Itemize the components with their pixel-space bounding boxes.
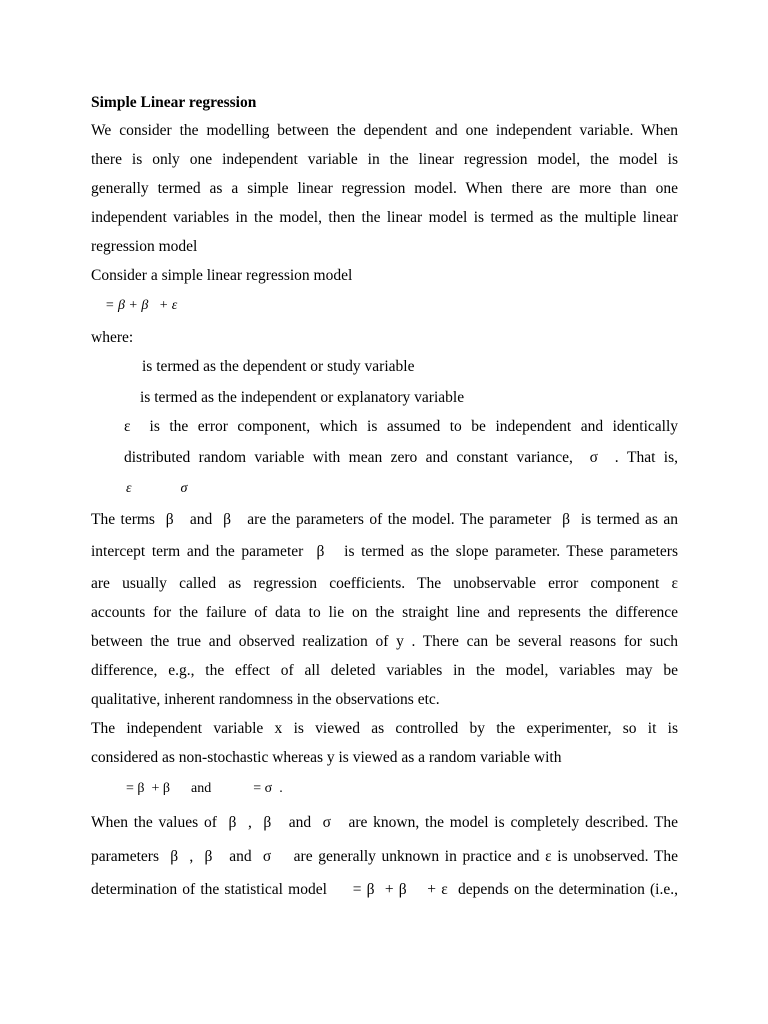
paragraph-line: independent variables in the model, then the linear model is termed as the multiple linear — [91, 209, 678, 226]
definition-error-line: ε is the error component, which is assumed to be independent and identically — [124, 418, 678, 435]
paragraph-line: accounts for the failure of data to lie on the straight line and represents the difference — [91, 604, 678, 621]
paragraph-line: Consider a simple linear regression model — [91, 267, 353, 284]
definition-dependent: is termed as the dependent or study variable — [142, 358, 415, 375]
paragraph-line: there is only one independent variable in the linear regression model, the model is — [91, 151, 678, 168]
paragraph-line: intercept term and the parameter β is termed as the slope parameter. These parameters — [91, 543, 678, 560]
definition-independent: is termed as the independent or explanatory variable — [140, 389, 465, 406]
section-heading: Simple Linear regression — [91, 94, 257, 111]
expectation-variance-equation: = β + β and = σ . — [126, 781, 283, 796]
paragraph-line: determination of the statistical model = β + β + ε depends on the determination (i.e., — [91, 881, 678, 898]
paragraph-line: When the values of β , β and σ are known, the model is completely described. The — [91, 814, 678, 831]
paragraph-line: The independent variable x is viewed as controlled by the experimenter, so it is — [91, 720, 678, 737]
definition-error-line: distributed random variable with mean zero and constant variance, σ . That is, — [124, 449, 678, 466]
paragraph-line: difference, e.g., the effect of all deleted variables in the model, variables may be — [91, 662, 678, 679]
paragraph-line: between the true and observed realization of y . There can be several reasons for such — [91, 633, 678, 650]
paragraph-line: regression model — [91, 238, 198, 255]
paragraph-line: We consider the modelling between the dependent and one independent variable. When — [91, 122, 678, 139]
paragraph-line: parameters β , β and σ are generally unknown in practice and ε is unobserved. The — [91, 848, 678, 865]
paragraph-line: considered as non-stochastic whereas y is viewed as a random variable with — [91, 749, 562, 766]
paragraph-line: are usually called as regression coefficients. The unobservable error component ε — [91, 575, 678, 592]
where-label: where: — [91, 329, 134, 346]
error-distribution: ε σ — [126, 481, 188, 496]
paragraph-line: qualitative, inherent randomness in the observations etc. — [91, 691, 440, 708]
regression-equation: = β + β + ε — [105, 298, 178, 313]
paragraph-line: The terms β and β are the parameters of the model. The parameter β is termed as an — [91, 511, 678, 528]
paragraph-line: generally termed as a simple linear regression model. When there are more than one — [91, 180, 678, 197]
